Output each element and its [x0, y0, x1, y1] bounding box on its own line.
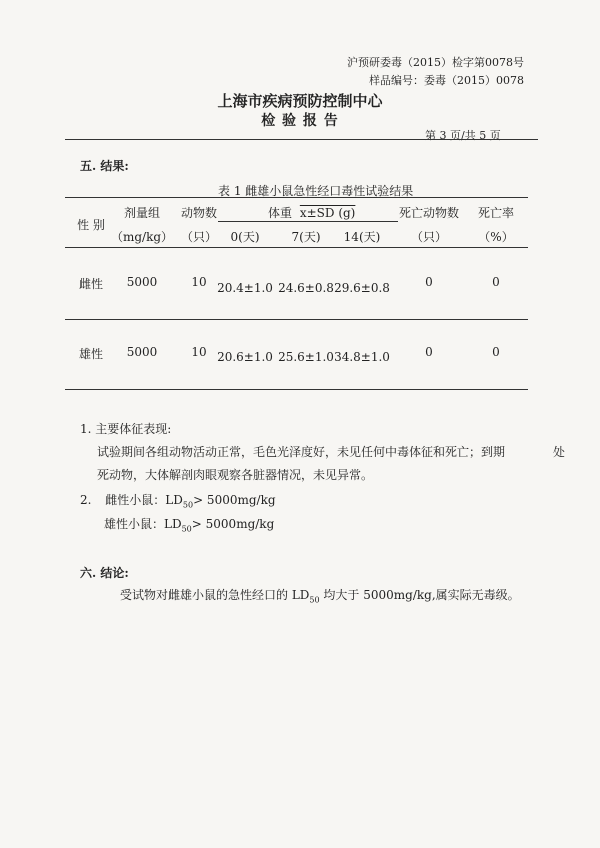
ld50-male-value: > 5000mg/kg — [191, 517, 275, 531]
header-divider — [65, 139, 538, 140]
col-header-day7: 7(天) — [291, 230, 321, 244]
signs-heading: 1. 主要体征表现: — [80, 422, 172, 436]
col-header-deaths-unit: （只） — [410, 230, 447, 244]
cell-animals: 10 — [191, 345, 207, 359]
cell-weight-day14: 34.8±1.0 — [334, 350, 390, 364]
cell-deaths: 0 — [425, 345, 433, 359]
col-header-mortality: 死亡率 — [477, 206, 514, 220]
cell-weight-day0: 20.6±1.0 — [217, 350, 273, 364]
ld50-subscript: 50 — [181, 524, 192, 534]
col-header-dose-unit: （mg/kg） — [110, 230, 174, 244]
table-top-rule — [65, 197, 528, 198]
cell-weight-day14: 29.6±0.8 — [334, 281, 390, 295]
col-header-sex: 性 别 — [77, 218, 105, 232]
col-header-mortality-unit: （%） — [478, 230, 514, 244]
col-header-dose: 剂量组 — [123, 206, 160, 220]
conclusion-text-before: 受试物对雌雄小鼠的急性经口的 LD — [120, 588, 310, 602]
conclusion-text — [120, 586, 520, 604]
report-reference-number: 沪预研委毒（2015）检字第0078号 — [347, 56, 524, 69]
col-header-animals: 动物数 — [180, 206, 217, 220]
cell-mortality: 0 — [492, 345, 500, 359]
cell-weight-day7: 24.6±0.8 — [278, 281, 334, 295]
cell-weight-day7: 25.6±1.0 — [278, 350, 334, 364]
cell-sex: 雌性 — [78, 277, 103, 291]
col-header-day14: 14(天) — [343, 230, 381, 244]
col-header-day0: 0(天) — [230, 230, 260, 244]
cell-sex: 雄性 — [78, 347, 103, 361]
cell-weight-day0: 20.4±1.0 — [217, 281, 273, 295]
header-bottom-rule — [65, 247, 528, 248]
table-caption: 表 1 雌雄小鼠急性经口毒性试验结果 — [218, 184, 414, 198]
report-title: 检 验 报 告 — [261, 113, 339, 129]
cell-dose: 5000 — [126, 275, 158, 289]
row-divider — [65, 319, 528, 320]
col-header-deaths: 死亡动物数 — [398, 206, 459, 220]
cell-animals: 10 — [191, 275, 207, 289]
signs-text-line1: 试验期间各组动物活动正常，毛色光泽度好，未见任何中毒体征和死亡；到期 — [97, 445, 506, 459]
conclusion-text-after: 均大于 5000mg/kg,属实际无毒级。 — [319, 588, 520, 602]
sample-number: 样品编号：委毒（2015）0078 — [369, 74, 524, 87]
weight-subheader-rule — [218, 221, 398, 222]
signs-text-line1-tail: 处 — [553, 445, 566, 459]
table-bottom-rule — [65, 389, 528, 390]
ld50-female — [80, 491, 276, 509]
ld50-female-label: 雌性小鼠：LD — [105, 493, 183, 507]
organization-name: 上海市疾病预防控制中心 — [217, 92, 383, 110]
col-header-animals-unit: （只） — [180, 230, 217, 244]
weight-label: 体重 — [268, 206, 293, 220]
ld50-item-number: 2. — [80, 493, 92, 507]
page-info: 第 3 页/共 5 页 — [425, 129, 501, 142]
ld50-female-value: > 5000mg/kg — [193, 493, 276, 507]
conclusion-subscript: 50 — [309, 595, 320, 605]
signs-text-line2: 死动物，大体解剖肉眼观察各脏器情况，未见异常。 — [97, 468, 374, 482]
cell-mortality: 0 — [492, 275, 500, 289]
ld50-male-label: 雄性小鼠：LD — [104, 517, 182, 531]
cell-dose: 5000 — [126, 345, 158, 359]
cell-deaths: 0 — [425, 275, 433, 289]
col-header-weight — [268, 204, 355, 221]
results-heading: 五. 结果: — [80, 159, 129, 173]
ld50-subscript: 50 — [182, 500, 194, 510]
weight-stat-label: x±SD (g) — [299, 206, 356, 220]
ld50-male — [104, 515, 274, 533]
conclusion-heading: 六. 结论: — [80, 566, 129, 580]
